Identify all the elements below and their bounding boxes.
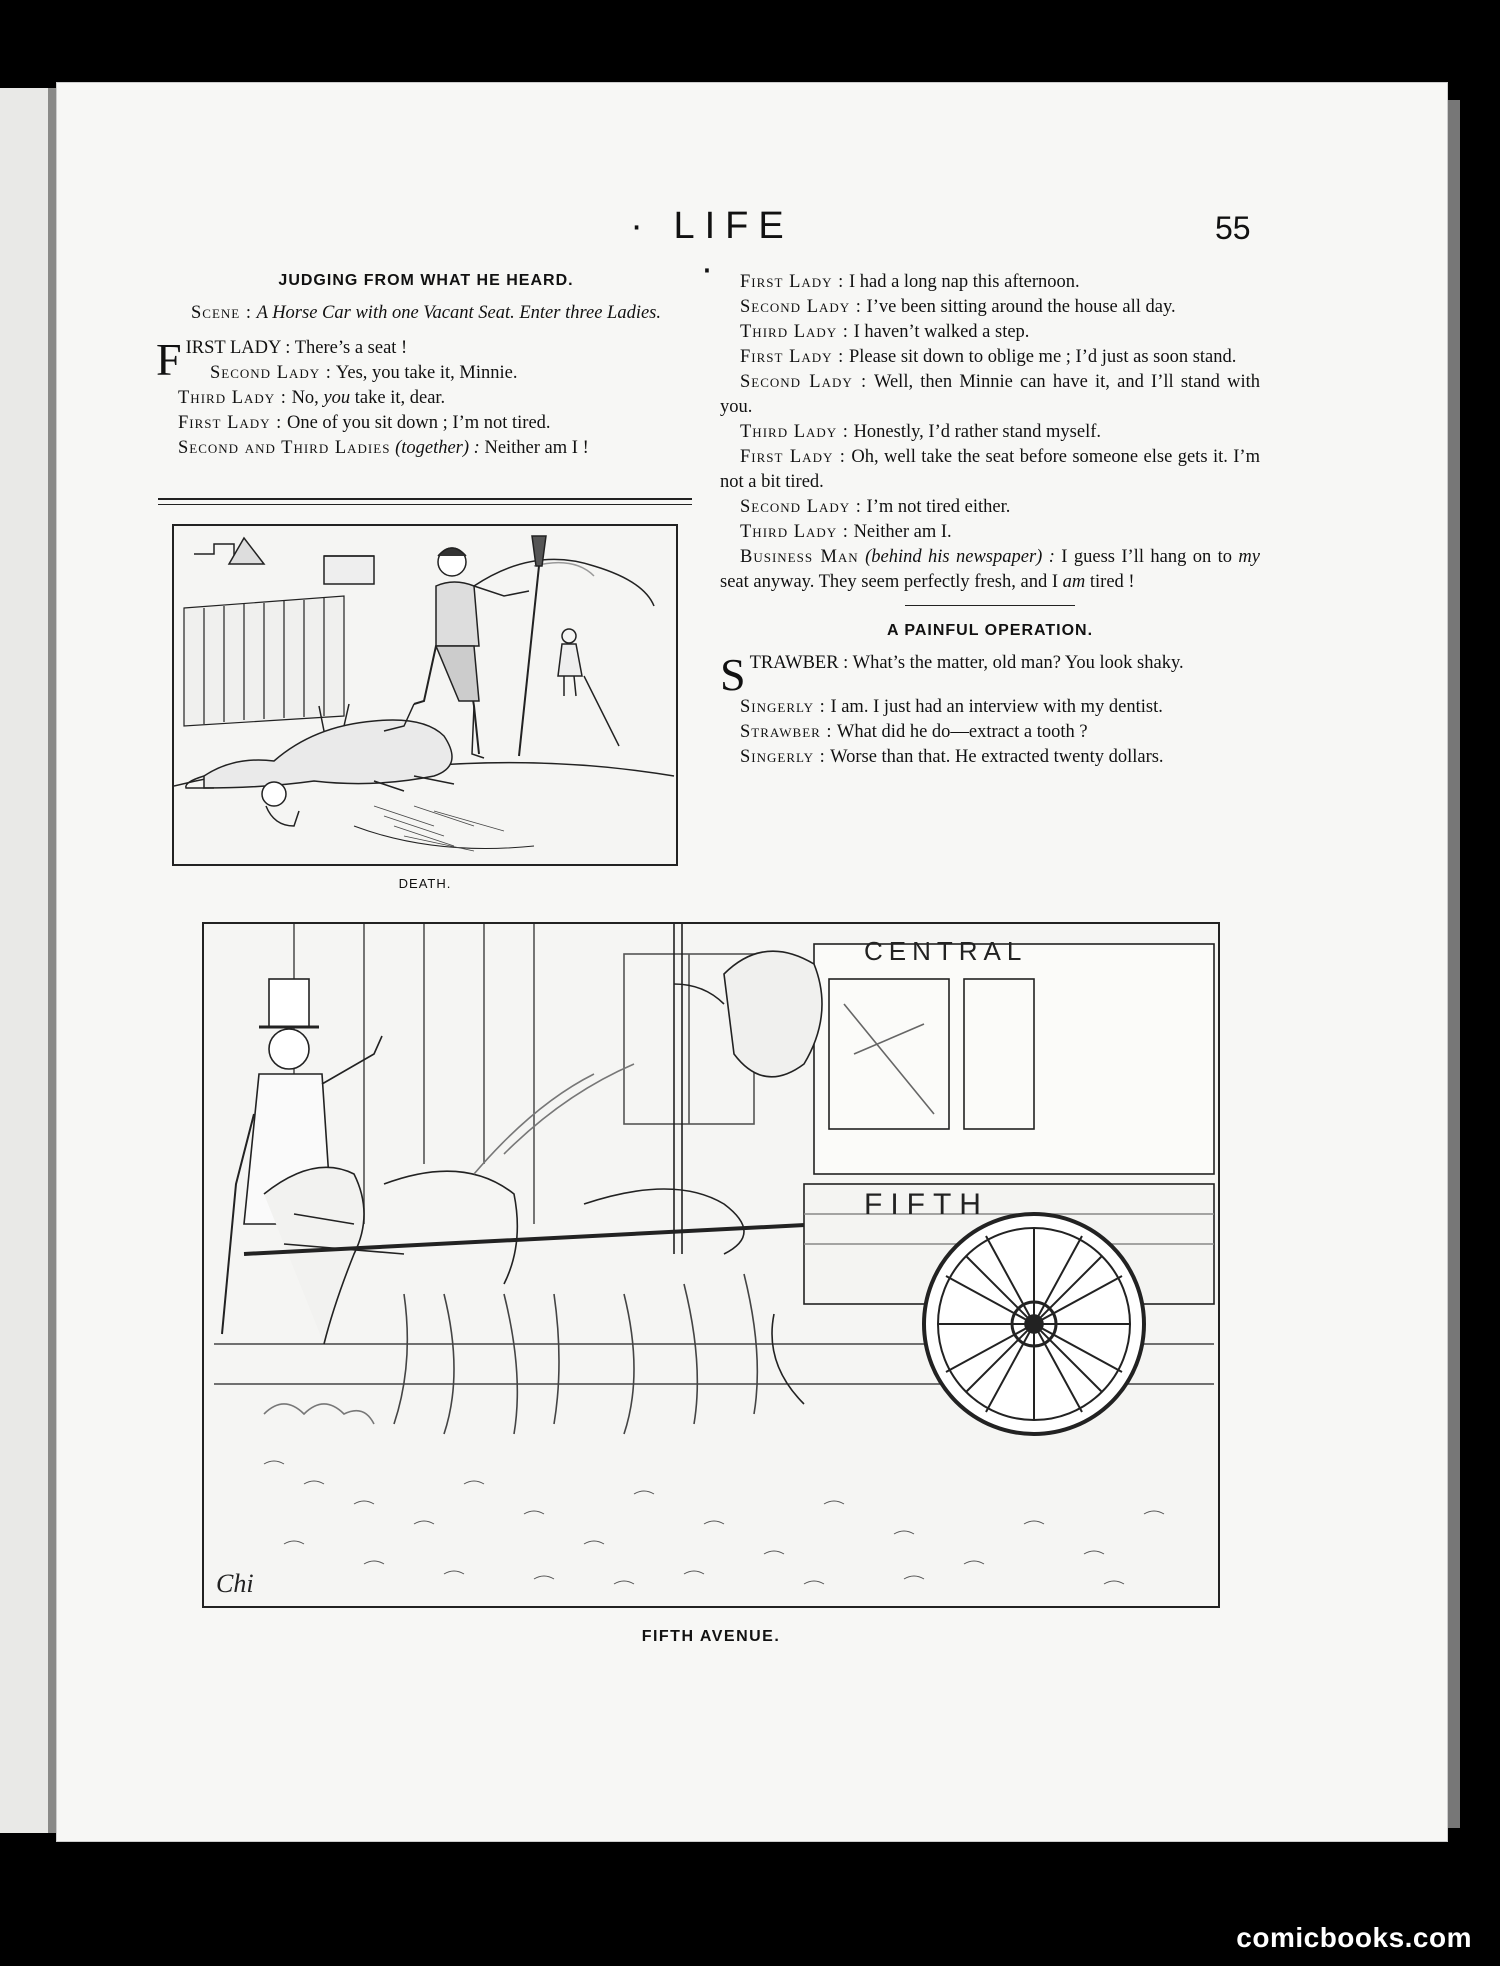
page-number: 55	[1215, 210, 1251, 246]
dialogue-r3	[720, 320, 1260, 345]
speaker: Strawber :	[740, 722, 833, 742]
speech-emphasis: am	[1062, 572, 1086, 592]
dialogue-p4	[720, 745, 1260, 770]
scene-label: Scene :	[190, 303, 252, 323]
speech: I haven’t walked a step.	[853, 322, 1030, 342]
speech: Please sit down to oblige me ; I’d just as soon stand.	[848, 347, 1237, 367]
speech: I’ve been sitting around the house all day.	[866, 297, 1176, 317]
speech-emphasis: you	[323, 388, 351, 408]
dialogue-p1	[720, 649, 1260, 700]
page-edge	[1448, 100, 1460, 1828]
fifth-avenue-engraving	[204, 924, 1218, 1606]
speaker: Second Lady :	[740, 297, 862, 317]
dialogue-line-2	[156, 361, 696, 386]
speaker: Second and Third Ladies	[178, 438, 391, 458]
central-sign: CENTRAL	[864, 936, 1028, 966]
speech: Yes, you take it, Minnie.	[335, 363, 518, 383]
illustration-fifth-avenue	[202, 922, 1220, 1608]
drop-cap-f: F	[156, 334, 182, 385]
dialogue-p2	[720, 695, 1260, 720]
speaker: Singerly :	[740, 747, 826, 767]
left-column	[156, 268, 696, 461]
stage-direction: (together) :	[395, 438, 480, 458]
dialogue-line-4	[156, 411, 696, 436]
speech: I had a long nap this afternoon.	[848, 272, 1080, 292]
speaker: Third Lady :	[178, 388, 287, 408]
speech: Oh, well take the seat before someone else gets it. I’m not a bit tired.	[720, 447, 1260, 492]
speaker: Second Lady :	[740, 497, 862, 517]
speaker: Second Lady :	[210, 363, 332, 383]
speaker: First Lady :	[740, 447, 846, 467]
caption-fifth-avenue: FIFTH AVENUE.	[641, 1628, 781, 1645]
speaker: IRST LADY :	[185, 338, 291, 358]
double-rule-top	[158, 498, 692, 500]
speech: take it, dear.	[354, 388, 446, 408]
caption-death: DEATH.	[398, 876, 452, 891]
speech: I am. I just had an interview with my dentist.	[830, 697, 1163, 717]
death-engraving	[174, 526, 676, 864]
speech: I guess I’ll hang on to	[1061, 547, 1233, 567]
speaker: Third Lady :	[740, 522, 849, 542]
speech: No,	[291, 388, 319, 408]
masthead-title: · LIFE ·	[630, 205, 794, 290]
speech: tired !	[1089, 572, 1135, 592]
artist-signature: Chi	[216, 1569, 254, 1598]
dialogue-r7	[720, 445, 1260, 495]
speech: Worse than that. He extracted twenty dollars.	[830, 747, 1164, 767]
dialogue-r4	[720, 345, 1260, 370]
dialogue-p3	[720, 720, 1260, 745]
speech: One of you sit down ; I’m not tired.	[286, 413, 551, 433]
speech: Neither am I.	[853, 522, 952, 542]
stage-direction: (behind his newspaper) :	[865, 547, 1055, 567]
speaker: Second Lady :	[740, 372, 868, 392]
speech-emphasis: my	[1238, 547, 1260, 567]
speaker: Third Lady :	[740, 422, 849, 442]
fifth-sign: FIFTH	[864, 1188, 989, 1221]
article-heading-painful: A PAINFUL OPERATION.	[886, 622, 1094, 639]
drop-cap-s: S	[720, 649, 746, 700]
dialogue-r10	[720, 545, 1260, 595]
dialogue-r9	[720, 520, 1260, 545]
speaker: First Lady :	[740, 272, 845, 292]
double-rule-bottom	[158, 504, 692, 505]
dialogue-line-3	[156, 386, 696, 411]
speech: Neither am I !	[484, 438, 589, 458]
dialogue-r1	[720, 270, 1260, 295]
dialogue-r2	[720, 295, 1260, 320]
right-column	[720, 270, 1260, 770]
dialogue-r6	[720, 420, 1260, 445]
illustration-death	[172, 524, 678, 866]
dialogue-r8	[720, 495, 1260, 520]
speaker: First Lady :	[178, 413, 283, 433]
speech: Honestly, I’d rather stand myself.	[853, 422, 1102, 442]
dialogue-block	[156, 336, 696, 461]
speaker: Third Lady :	[740, 322, 849, 342]
dialogue-r5	[720, 370, 1260, 420]
speech: What did he do—extract a tooth ?	[836, 722, 1088, 742]
speaker: TRAWBER :	[749, 653, 849, 673]
speech: What’s the matter, old man? You look shaky.	[852, 653, 1184, 673]
dialogue-line-5	[156, 436, 696, 461]
speaker: Singerly :	[740, 697, 826, 717]
speaker: Business Man	[740, 547, 859, 567]
section-divider	[905, 605, 1075, 606]
speech: There’s a seat !	[294, 338, 408, 358]
speech: seat anyway. They seem perfectly fresh, and I	[720, 572, 1058, 592]
article-heading-judging: JUDGING FROM WHAT HE HEARD.	[278, 272, 574, 289]
speaker: First Lady :	[740, 347, 845, 367]
speech: I’m not tired either.	[866, 497, 1011, 517]
speech: Well, then Minnie can have it, and I’ll stand with you.	[720, 372, 1261, 417]
site-watermark: comicbooks.com	[1236, 1922, 1472, 1953]
scene-line	[156, 301, 696, 326]
scene-text: A Horse Car with one Vacant Seat. Enter three Ladies.	[256, 303, 662, 323]
